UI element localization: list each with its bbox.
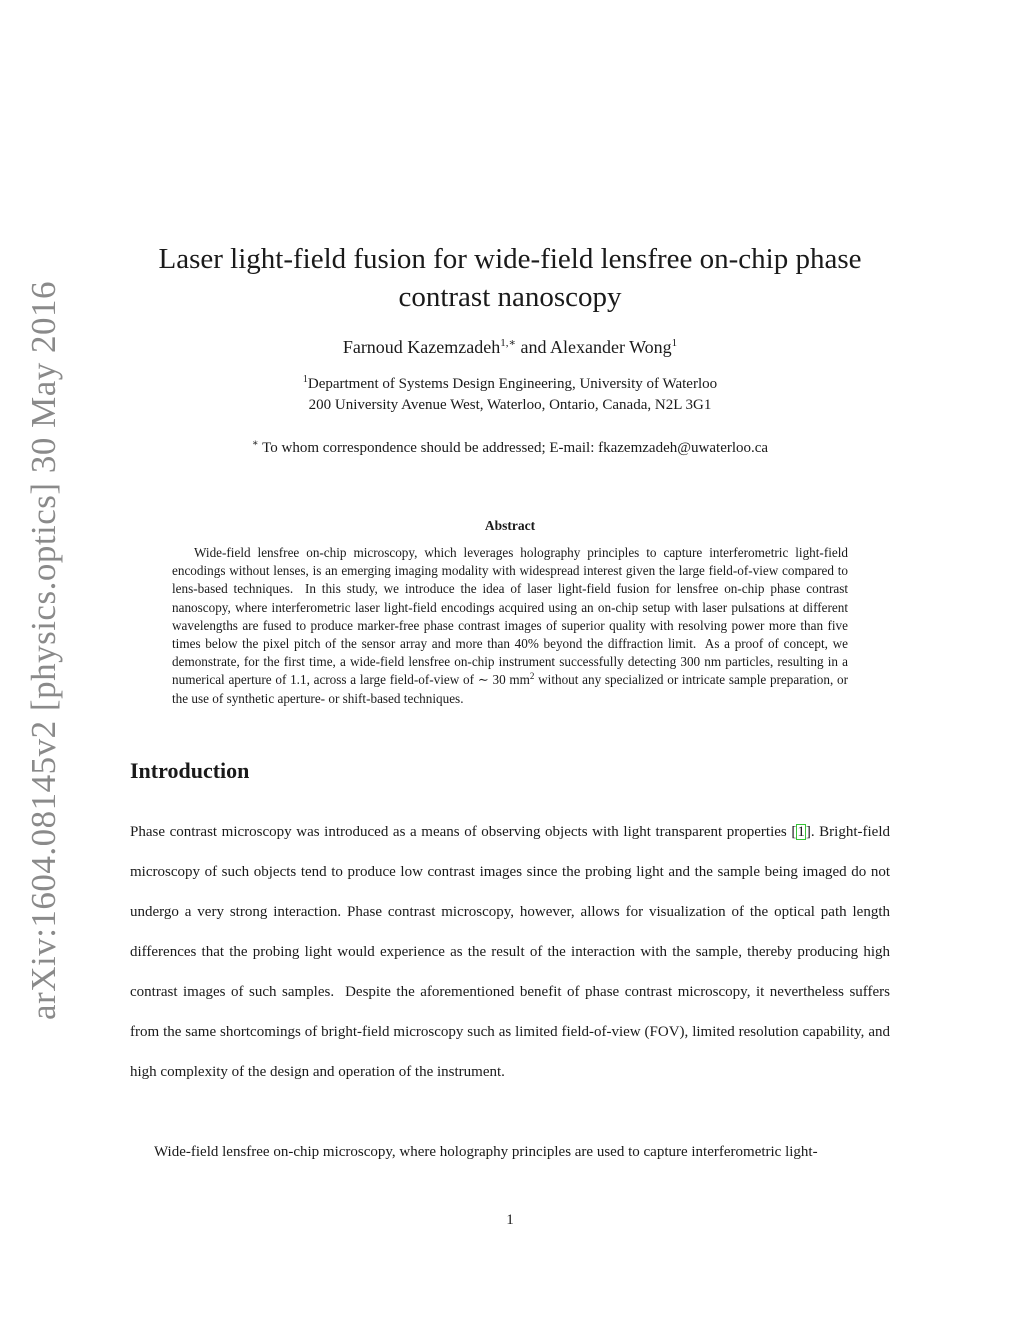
citation-link[interactable]: 1	[797, 824, 805, 840]
abstract-heading: Abstract	[484, 518, 536, 533]
affiliation-block	[130, 374, 890, 416]
correspondence-mark: ∗	[251, 438, 259, 449]
section-heading-introduction: Introduction	[130, 758, 250, 783]
abstract-text-part: Wide-field lensfree on-chip microscopy, which leverages holography principles to capture interferometric light-field encodings without lenses, is an emerging imaging modality with widespread interest given the large field-of-view compared to lens-based techniques. In this study, we introduce the idea of laser light-field fusion for lensfree on-chip phase contrast nanoscopy, where interferometric laser light-field encodings acquired using an on-chip setup with laser pulsations at different wavelengths are fused to produce marker-free phase contrast images of superior quality with resolving power more than five times below the pixel pitch of the sensor array and more than 40% beyond the diffraction limit. As a proof of concept, we demonstrate, for the first time, a wide-field lensfree on-chip instrument successfully detecting 300 nm particles, resulting in a numerical aperture of 1.1, across a large field-of-view of ∼ 30 mm	[172, 545, 852, 688]
introduction-paragraph: Wide-field lensfree on-chip microscopy, where holography principles are used to capture interferometric light-	[154, 1144, 818, 1160]
affiliation-mark: 1	[302, 374, 308, 385]
paragraph-text: Phase contrast microscopy was introduced as a means of observing objects with light transparent properties [	[130, 824, 797, 840]
abstract-text	[172, 544, 852, 708]
superscript: 2	[529, 671, 535, 682]
correspondence-note	[130, 438, 890, 459]
page-number: 1	[506, 1212, 514, 1228]
paragraph-text: ]. Bright-field microscopy of such objects tend to produce low contrast images since the probing light and the sample being imaged do not undergo a very strong interaction. Phase contrast microscopy, however, allows for visualization of the optical path length differences that the probing light would experience as the result of the interaction with the sample, thereby producing high contrast images of such samples. Despite the aforementioned benefit of phase contrast microscopy, it nevertheless suffers from the same shortcomings of bright-field microscopy such as limited field-of-view (FOV), limited resolution capability, and high complexity of the design and operation of the instrument.	[130, 824, 894, 1080]
affiliation-line	[130, 374, 890, 395]
arxiv-identifier-stamp: arXiv:1604.08145v2 [physics.optics] 30 May 2016	[24, 281, 63, 1020]
author-connector: and	[515, 337, 550, 357]
affiliation-address: 200 University Avenue West, Waterloo, Ontario, Canada, N2L 3G1	[308, 397, 712, 413]
correspondence-text: To whom correspondence should be addressed; E-mail: fkazemzadeh@uwaterloo.ca	[258, 440, 769, 456]
abstract-text-part: without any specialized or intricate sample preparation, or the use of synthetic aperture- or shift-based techniques.	[172, 672, 852, 706]
affiliation-department: Department of Systems Design Engineering, University of Waterloo	[307, 376, 718, 392]
author-affiliation-mark: 1	[671, 337, 678, 349]
author-list	[130, 334, 890, 360]
introduction-paragraph	[130, 812, 894, 1092]
author-name: Farnoud Kazemzadeh	[342, 337, 501, 357]
paper-title: Laser light-field fusion for wide-field lensfree on-chip phase contrast nanoscopy	[158, 243, 862, 313]
author-name: Alexander Wong	[549, 337, 672, 357]
author-affiliation-mark: 1,∗	[500, 337, 516, 349]
